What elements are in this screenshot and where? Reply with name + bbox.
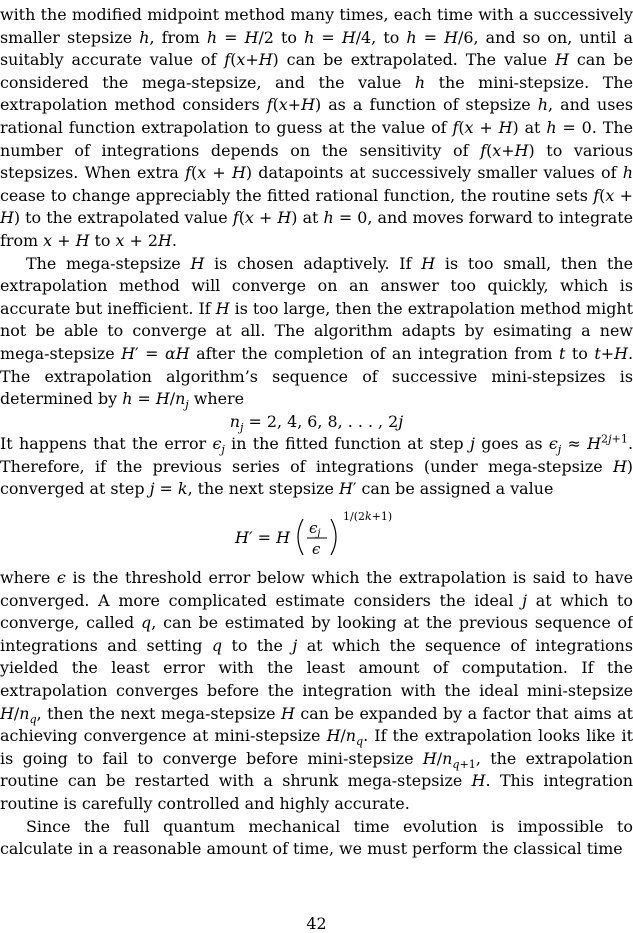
eq2-exponent: 1/(2k+1) — [342, 510, 392, 524]
eq2-numerator: $\epsilon_j$ — [308, 519, 321, 540]
paragraph-extrapolation-method: with the modified midpoint method many times, each time with a successively smaller stepsize h, from h = H/2 to h = H/4, to h = H/6, and so on, until a suitably accurate value of f(x+H) can be extrapolated. The value H can be considered the mega-stepsize, and the value h the mini-stepsize. The extrapolation method considers f(x+H) as a function of stepsize h, and uses rational function extrapolation to guess at the value of f(x + H) at h = 0. The number of integrations depends on the sensitivity of f(x+H) to various stepsizes. When extra f(x + H) datapoints at successively smaller values of h cease to change appreciably the fitted rational function, the routine sets f(x + H) to the extrapolated value f(x + H) at h = 0, and moves forward to integrate from x + H to x + 2H. — [0, 5, 633, 250]
equation-new-stepsize-svg — [227, 503, 407, 565]
page-number: 42 — [306, 914, 327, 933]
paragraph-error-scaling: It happens that the error $\epsilon_j$ in the fitted function at step j goes as $\epsilon_j \approx H^{2j+1}$. Therefore, if the previous series of integrations (under mega-stepsize H) converged at step j = k, the next stepsize H′ can be assigned a value — [0, 432, 633, 499]
paragraph-classical-time: Since the full quantum mechanical time evolution is impossible to calculate in a reasonable amount of time, we must perform the classical time — [0, 816, 633, 859]
eq2-denominator: ϵ — [311, 540, 320, 559]
eq2-left-paren — [298, 519, 303, 555]
equation-new-stepsize — [0, 501, 633, 567]
eq2-lhs: H′ = H — [234, 528, 290, 548]
eq2-right-paren — [331, 519, 336, 555]
paragraph-convergence-estimate: where ϵ is the threshold error below which the extrapolation is said to have converged. A more complicated estimate considers the ideal j at which to converge, called q, can be estimated by looking at the previous sequence of integrations and setting q to the j at which the sequence of integrations yielded the least error with the least amount of computation. If the extrapolation converges before the integration with the ideal mini-stepsize $H/n_q$, then the next mega-stepsize H can be expanded by a factor that aims at achieving convergence at mini-stepsize $H/n_q$. If the extrapolation looks like it is going to fail to converge before mini-stepsize $H/n_{q+1}$, the extrapolation routine can be restarted with a shrunk mega-stepsize H. This integration routine is carefully controlled and highly accurate. — [0, 568, 633, 813]
document-page — [0, 4, 633, 931]
paragraph-mega-stepsize: The mega-stepsize H is chosen adaptively. If H is too small, then the extrapolation method will converge on an answer too quickly, which is accurate but inefficient. If H is too large, then the extrapolation method might not be able to converge at all. The algorithm adapts by esimating a new mega-stepsize H′ = αH after the completion of an integration from t to t+H. The extrapolation algorithm’s sequence of successive mini-stepsizes is determined by $h = H/n_j$ where — [0, 253, 633, 412]
equation-nj-sequence: $n_j = 2$, 4, 6, 8, . . . , 2j — [229, 411, 404, 434]
